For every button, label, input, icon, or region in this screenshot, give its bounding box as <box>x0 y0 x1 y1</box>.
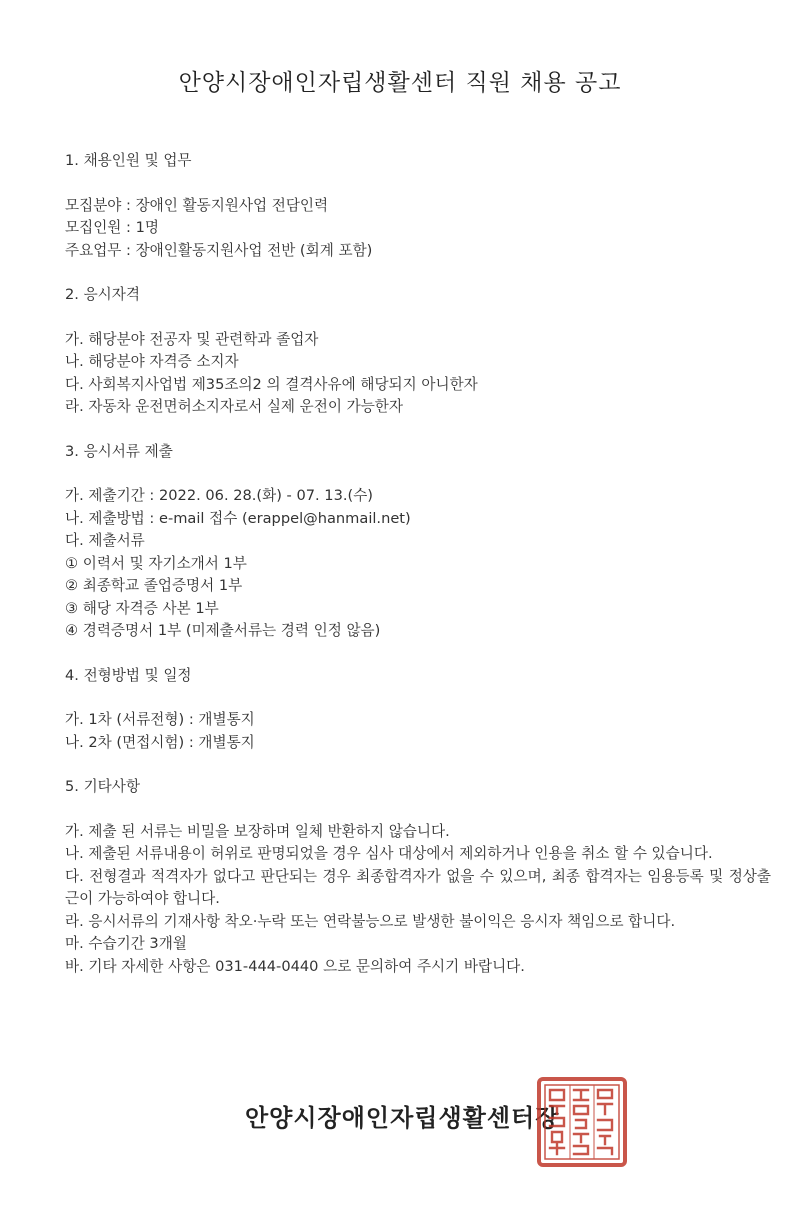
section3-line: ③ 해당 자격증 사본 1부 <box>65 599 219 617</box>
section4-line: 나. 2차 (면접시험) : 개별통지 <box>65 733 255 751</box>
section-heading-documents: 3. 응시서류 제출 <box>65 442 173 460</box>
section3-line: ② 최종학교 졸업증명서 1부 <box>65 577 243 594</box>
section3-line: ④ 경력증명서 1부 (미제출서류는 경력 인정 않음) <box>65 622 381 639</box>
section3-line: 나. 제출방법 : e-mail 접수 (erappel@hanmail.net) <box>65 509 411 527</box>
section5-line: 나. 제출된 서류내용이 허위로 판명되었을 경우 심사 대상에서 제외하거나 인용을 취소 할 수 있습니다. <box>65 845 713 862</box>
section5-line: 마. 수습기간 3개월 <box>65 935 187 952</box>
document-body <box>65 150 771 978</box>
section4-line: 가. 1차 (서류전형) : 개별통지 <box>65 711 255 728</box>
section1-line: 모집분야 : 장애인 활동지원사업 전담인력 <box>65 196 329 214</box>
section-heading-recruitment: 1. 채용인원 및 업무 <box>65 152 192 169</box>
section-heading-selection: 4. 전형방법 및 일정 <box>65 666 192 684</box>
section5-line: 가. 제출 된 서류는 비밀을 보장하며 일체 반환하지 않습니다. <box>65 822 450 840</box>
section3-line: ① 이력서 및 자기소개서 1부 <box>65 554 247 572</box>
signature: 안양시장애인자립생활센터장 <box>245 1104 560 1132</box>
section1-line: 모집인원 : 1명 <box>65 219 159 236</box>
section-heading-qualifications: 2. 응시자격 <box>65 286 140 303</box>
section5-line: 다. 전형결과 적격자가 없다고 판단되는 경우 최종합격자가 없을 수 있으며, 최종 합격자는 임용등록 및 정상출근이 가능하여야 합니다. <box>65 867 771 907</box>
section2-line: 나. 해당분야 자격증 소지자 <box>65 353 239 370</box>
section5-line: 라. 응시서류의 기재사항 착오·누락 또는 연락불능으로 발생한 불이익은 응시자 책임으로 합니다. <box>65 912 676 930</box>
section2-line: 다. 사회복지사업법 제35조의2 의 결격사유에 해당되지 아니한자 <box>65 375 478 393</box>
document-title: 안양시장애인자립생활센터 직원 채용 공고 <box>178 70 622 96</box>
section-heading-other: 5. 기타사항 <box>65 778 140 795</box>
section1-line: 주요업무 : 장애인활동지원사업 전반 (회계 포함) <box>65 241 373 259</box>
section2-line: 라. 자동차 운전면허소지자로서 실제 운전이 가능한자 <box>65 398 403 415</box>
section3-line: 가. 제출기간 : 2022. 06. 28.(화) - 07. 13.(수) <box>65 487 374 504</box>
section2-line: 가. 해당분야 전공자 및 관련학과 졸업자 <box>65 330 319 348</box>
official-seal-icon <box>536 1076 628 1168</box>
section5-line: 바. 기타 자세한 사항은 031-444-0440 으로 문의하여 주시기 바랍니다. <box>65 957 525 975</box>
section3-line: 다. 제출서류 <box>65 532 145 549</box>
